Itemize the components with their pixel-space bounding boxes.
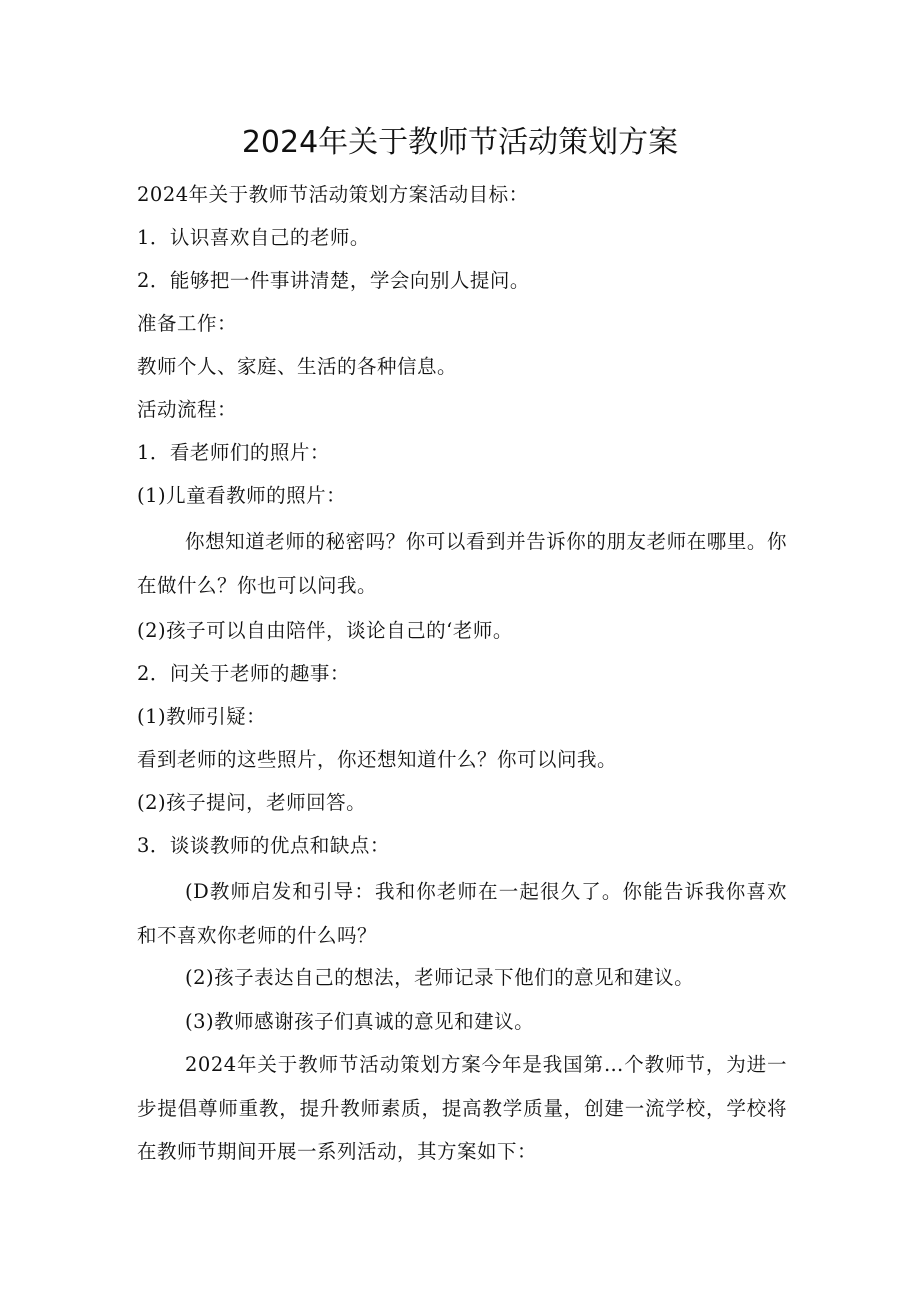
paragraph-activity-goals: 2024年关于教师节活动策划方案活动目标： (137, 183, 529, 206)
heading-preparation: 准备工作： (137, 312, 238, 335)
process-step-3-sub-1: (D教师启发和引导：我和你老师在一起很久了。你能告诉我你喜欢和不喜欢你老师的什么吗？ (137, 880, 787, 947)
process-step-2: 2．问关于老师的趣事： (137, 662, 350, 685)
process-step-1-sub-1: (1)儿童看教师的照片： (137, 484, 347, 507)
process-step-3-sub-2: (2)孩子表达自己的想法，老师记录下他们的意见和建议。 (185, 966, 695, 989)
heading-activity-process: 活动流程： (137, 398, 238, 421)
process-step-1-sub-2: (2)孩子可以自由陪伴，谈论自己的‘老师。 (137, 619, 513, 642)
goal-item-2: 2．能够把一件事讲清楚，学会向别人提问。 (137, 269, 530, 292)
process-step-1: 1．看老师们的照片： (137, 441, 330, 464)
process-step-3-sub-3: (3)教师感谢孩子们真诚的意见和建议。 (185, 1010, 535, 1033)
document-title: 2024年关于教师节活动策划方案 (241, 125, 679, 160)
process-step-2-sub-2: (2)孩子提问，老师回答。 (137, 791, 367, 814)
preparation-text: 教师个人、家庭、生活的各种信息。 (137, 355, 458, 378)
process-step-2-sub-1: (1)教师引疑： (137, 705, 267, 728)
paragraph-teacher-secret: 你想知道老师的秘密吗？你可以看到并告诉你的朋友老师在哪里。你在做什么？你也可以问我。 (137, 530, 787, 597)
process-step-3: 3．谈谈教师的优点和缺点： (137, 834, 390, 857)
goal-item-1: 1．认识喜欢自己的老师。 (137, 226, 370, 249)
paragraph-plan-intro: 2024年关于教师节活动策划方案今年是我国第…个教师节，为进一步提倡尊师重教，提升教师素质，提高教学质量，创建一流学校，学校将在教师节期间开展一系列活动，其方案如下： (137, 1053, 787, 1163)
paragraph-photos-question: 看到老师的这些照片，你还想知道什么？你可以问我。 (137, 748, 618, 771)
